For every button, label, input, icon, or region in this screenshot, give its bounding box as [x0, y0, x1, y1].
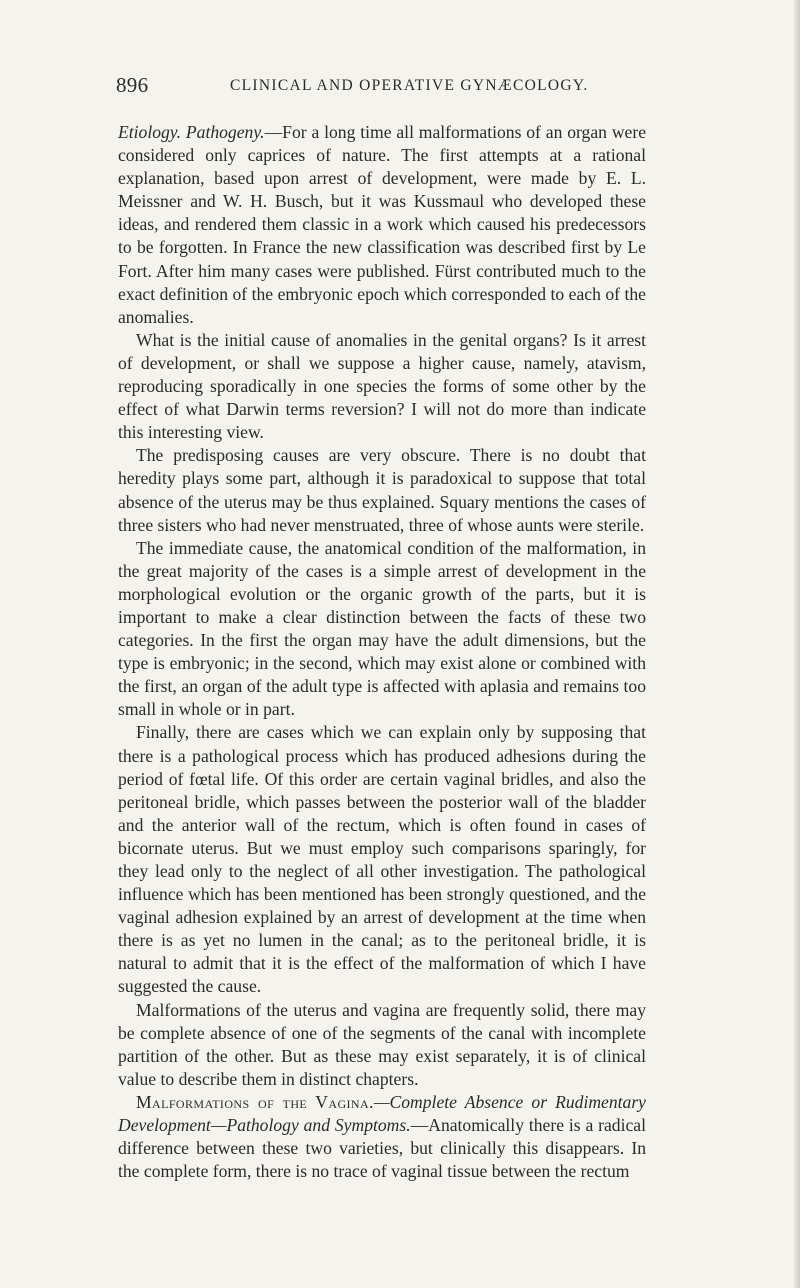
page-edge: [794, 0, 800, 1288]
vagina-subheading: —Complete Absence or Rudimentary Development—Pathology and Symptoms.: [118, 1091, 646, 1136]
body-text: [118, 121, 646, 1183]
running-header: [116, 73, 656, 103]
paragraph: Finally, there are cases which we can explain only by supposing that there is a pathological process which has produced adhesions during the period of fœtal life. Of this order are certain vaginal bridles, and also the peritoneal bridle, which passes between the posterior wall of the bladder and the anterior wall of the rectum, which is often found in cases of bicornate uterus. But we must employ such comparisons sparingly, for they lead only to the neglect of all other investigation. The pathological influence which has been mentioned has been strongly questioned, and the vaginal adhesion explained by an arrest of development at the time when there is as yet no lumen in the canal; as to the peritoneal bridle, it is natural to admit that it is the effect of the malformation of which I have suggested the cause.: [118, 722, 646, 997]
vagina-paragraph: [118, 1091, 646, 1183]
paragraph: The immediate cause, the anatomical condition of the malformation, in the great majority of the cases is a simple arrest of development in the morphological evolution or the organic growth of the parts, but it is important to make a clear distinction between the facts of these two categories. In the first the organ may have the adult dimensions, but the type is embryonic; in the second, which may exist alone or combined with the first, an organ of the adult type is affected with aplasia and remains too small in whole or in part.: [118, 537, 646, 720]
paragraph: What is the initial cause of anomalies in the genital organs? Is it arrest of development, or shall we suppose a higher cause, namely, atavism, reproducing sporadically in one species the forms of some other by the effect of what Darwin terms reversion? I will not do more than indicate this interesting view.: [118, 329, 646, 443]
running-title: CLINICAL AND OPERATIVE GYNÆCOLOGY.: [230, 77, 589, 94]
pathogeny-heading: Pathogeny.: [185, 122, 265, 142]
paragraph: The predisposing causes are very obscure. There is no doubt that heredity plays some part, although it is paradoxical to suppose that total absence of the uterus may be thus explained. Squary mentions the cases of three sisters who had never menstruated, three of whose aunts were sterile.: [118, 445, 646, 535]
etiology-paragraph: [118, 121, 646, 329]
etiology-text: —For a long time all malformations of an organ were considered only caprices of nature. The first attempts at a rational explanation, based upon arrest of development, were made by E. L. Meissner and W. H. Busch, but it was Kussmaul who developed these ideas, and rendered them classic in a work which caused his predecessors to be forgotten. In France the new classification was described first by Le Fort. After him many cases were published. Fürst contributed much to the exact definition of the embryonic epoch which corresponded to each of the anomalies.: [118, 122, 646, 327]
paragraph: Malformations of the uterus and vagina are frequently solid, there may be complete absence of one of the segments of the canal with incomplete partition of the other. But as these may exist separately, it is of clinical value to describe them in distinct chapters.: [118, 999, 646, 1089]
page-number: 896: [116, 73, 149, 97]
vagina-heading: Malformations of the Vagina.: [136, 1091, 374, 1112]
etiology-heading: Etiology.: [118, 122, 182, 142]
vagina-text: —Anatomically there is a radical difference between these two varieties, but clinically this disappears. In the complete form, there is no trace of vaginal tissue between the rectum: [118, 1115, 646, 1182]
